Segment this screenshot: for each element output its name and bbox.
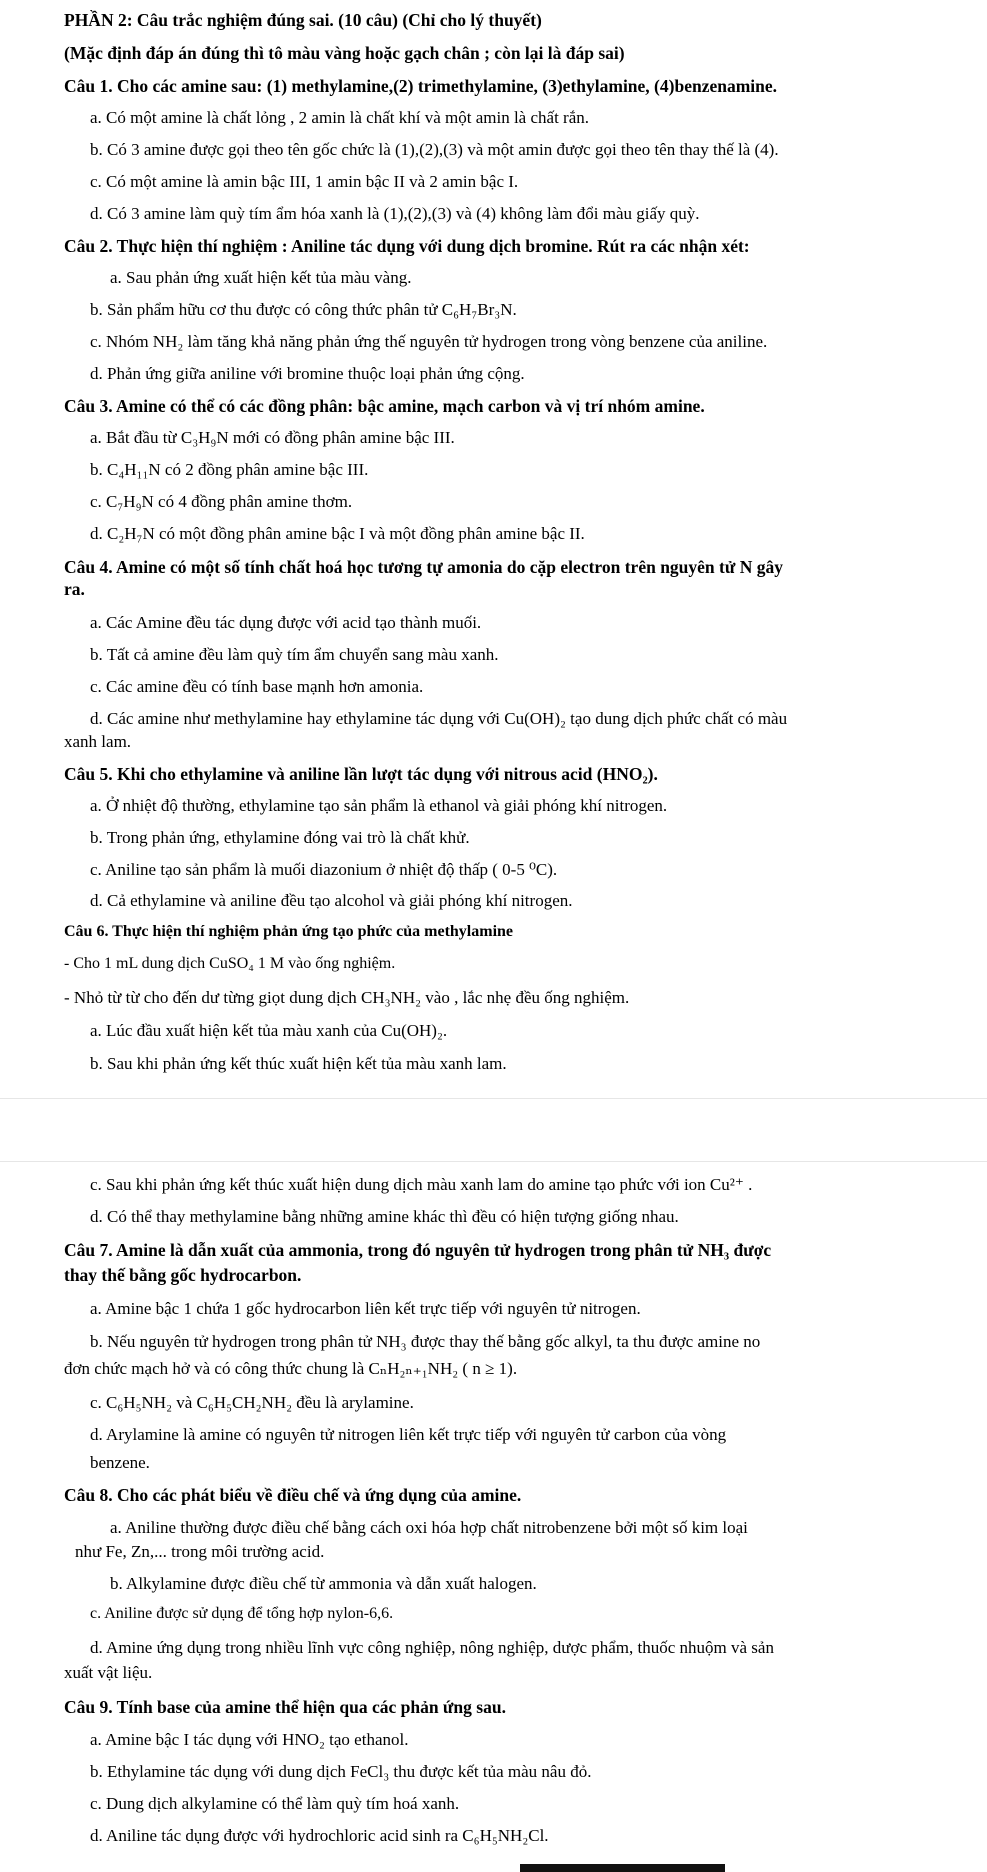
- question-2-option-a: a. Sau phản ứng xuất hiện kết tủa màu vàng.: [110, 268, 412, 287]
- question-6-option-a: a. Lúc đầu xuất hiện kết tủa màu xanh của Cu(OH)₂.: [90, 1021, 448, 1040]
- question-7-option-b-cont: đơn chức mạch hở và có công thức chung là CₙH₂ₙ₊₁NH₂ ( n ≥ 1).: [64, 1359, 518, 1378]
- question-3-title: Câu 3. Amine có thể có các đồng phân: bậc amine, mạch carbon và vị trí nhóm amine.: [64, 396, 705, 416]
- question-4-option-a: a. Các Amine đều tác dụng được với acid tạo thành muối.: [90, 613, 482, 632]
- bottom-edge-bar: [520, 1864, 725, 1872]
- question-1-title: Câu 1. Cho các amine sau: (1) methylamine,(2) trimethylamine, (3)ethylamine, (4)benzenamine.: [64, 76, 778, 96]
- question-2-option-b: b. Sản phẩm hữu cơ thu được có công thức phân tử C₆H₇Br₃N.: [90, 300, 517, 319]
- instruction: (Mặc định đáp án đúng thì tô màu vàng hoặc gạch chân ; còn lại là đáp sai): [64, 43, 625, 63]
- question-7-option-d: d. Arylamine là amine có nguyên tử nitrogen liên kết trực tiếp với nguyên tử carbon của vòng: [90, 1425, 727, 1444]
- question-2-title: Câu 2. Thực hiện thí nghiệm : Aniline tác dụng với dung dịch bromine. Rút ra các nhận xét:: [64, 236, 750, 256]
- question-8-option-d-cont: xuất vật liệu.: [64, 1663, 153, 1682]
- question-5-title: Câu 5. Khi cho ethylamine và aniline lần lượt tác dụng với nitrous acid (HNO₂).: [64, 764, 658, 784]
- question-6-step-2: - Nhỏ từ từ cho đến dư từng giọt dung dịch CH₃NH₂ vào , lắc nhẹ đều ống nghiệm.: [64, 988, 630, 1007]
- question-5-option-c: c. Aniline tạo sản phẩm là muối diazonium ở nhiệt độ thấp ( 0-5 ⁰C).: [90, 860, 558, 879]
- question-3-option-d: d. C₂H₇N có một đồng phân amine bậc I và một đồng phân amine bậc II.: [90, 524, 585, 543]
- question-7-option-a: a. Amine bậc 1 chứa 1 gốc hydrocarbon liên kết trực tiếp với nguyên tử nitrogen.: [90, 1299, 641, 1318]
- question-7-title-cont: thay thế bằng gốc hydrocarbon.: [64, 1265, 302, 1285]
- part-title: PHẦN 2: Câu trắc nghiệm đúng sai. (10 câu) (Chỉ cho lý thuyết): [64, 10, 542, 30]
- question-4-option-d: d. Các amine như methylamine hay ethylamine tác dụng với Cu(OH)₂ tạo dung dịch phức chất có màu: [90, 709, 788, 728]
- question-1-option-b: b. Có 3 amine được gọi theo tên gốc chức là (1),(2),(3) và một amin được gọi theo tên thay thế là (4).: [90, 140, 779, 159]
- question-4-title: Câu 4. Amine có một số tính chất hoá học tương tự amonia do cặp electron trên nguyên tử N gây: [64, 557, 783, 577]
- question-8-title: Câu 8. Cho các phát biểu về điều chế và ứng dụng của amine.: [64, 1485, 522, 1505]
- question-8-option-c: c. Aniline được sử dụng để tổng hợp nylon-6,6.: [90, 1605, 394, 1622]
- question-9-option-b: b. Ethylamine tác dụng với dung dịch FeCl₃ thu được kết tủa màu nâu đỏ.: [90, 1762, 592, 1781]
- question-1-option-d: d. Có 3 amine làm quỳ tím ẩm hóa xanh là (1),(2),(3) và (4) không làm đổi màu giấy quỳ.: [90, 204, 700, 223]
- question-4-option-d-cont: xanh lam.: [64, 732, 132, 751]
- question-9-option-c: c. Dung dịch alkylamine có thể làm quỳ tím hoá xanh.: [90, 1794, 460, 1813]
- question-8-option-d: d. Amine ứng dụng trong nhiều lĩnh vực công nghiệp, nông nghiệp, dược phẩm, thuốc nhuộm và sản: [90, 1638, 774, 1657]
- question-8-option-b: b. Alkylamine được điều chế từ ammonia và dẫn xuất halogen.: [110, 1574, 537, 1593]
- question-2-option-d: d. Phản ứng giữa aniline với bromine thuộc loại phản ứng cộng.: [90, 364, 525, 383]
- question-3-option-c: c. C₇H₉N có 4 đồng phân amine thơm.: [90, 492, 353, 511]
- question-6-step-1: - Cho 1 mL dung dịch CuSO₄ 1 M vào ống nghiệm.: [64, 955, 396, 972]
- question-7-title: Câu 7. Amine là dẫn xuất của ammonia, trong đó nguyên tử hydrogen trong phân tử NH₃ được: [64, 1240, 772, 1260]
- question-9-title: Câu 9. Tính base của amine thể hiện qua các phản ứng sau.: [64, 1697, 506, 1717]
- question-6-option-b: b. Sau khi phản ứng kết thúc xuất hiện kết tủa màu xanh lam.: [90, 1054, 507, 1073]
- question-8-option-a-cont: như Fe, Zn,... trong môi trường acid.: [75, 1542, 325, 1561]
- question-8-option-a: a. Aniline thường được điều chế bằng cách oxi hóa hợp chất nitrobenzene bởi một số kim loại: [110, 1518, 748, 1537]
- question-6-option-d: d. Có thể thay methylamine bằng những amine khác thì đều có hiện tượng giống nhau.: [90, 1207, 679, 1226]
- question-6-title: Câu 6. Thực hiện thí nghiệm phản ứng tạo phức của methylamine: [64, 923, 514, 940]
- question-4-option-c: c. Các amine đều có tính base mạnh hơn amonia.: [90, 677, 424, 696]
- question-1-option-c: c. Có một amine là amin bậc III, 1 amin bậc II và 2 amin bậc I.: [90, 172, 519, 191]
- question-7-option-c: c. C₆H₅NH₂ và C₆H₅CH₂NH₂ đều là arylamine.: [90, 1393, 414, 1412]
- question-5-option-a: a. Ở nhiệt độ thường, ethylamine tạo sản phẩm là ethanol và giải phóng khí nitrogen.: [90, 796, 668, 815]
- question-3-option-b: b. C₄H₁₁N có 2 đồng phân amine bậc III.: [90, 460, 369, 479]
- question-7-option-d-cont: benzene.: [90, 1453, 150, 1472]
- question-4-option-b: b. Tất cả amine đều làm quỳ tím ẩm chuyển sang màu xanh.: [90, 645, 499, 664]
- question-9-option-d: d. Aniline tác dụng được với hydrochloric acid sinh ra C₆H₅NH₂Cl.: [90, 1826, 549, 1845]
- question-1-option-a: a. Có một amine là chất lỏng , 2 amin là chất khí và một amin là chất rắn.: [90, 108, 589, 127]
- question-2-option-c: c. Nhóm NH₂ làm tăng khả năng phản ứng thế nguyên tử hydrogen trong vòng benzene của aniline.: [90, 332, 768, 351]
- question-9-option-a: a. Amine bậc I tác dụng với HNO₂ tạo ethanol.: [90, 1730, 409, 1749]
- question-7-option-b: b. Nếu nguyên tử hydrogen trong phân tử NH₃ được thay thế bằng gốc alkyl, ta thu được amine no: [90, 1332, 761, 1351]
- question-6-option-c: c. Sau khi phản ứng kết thúc xuất hiện dung dịch màu xanh lam do amine tạo phức với ion Cu²⁺ .: [90, 1175, 753, 1194]
- question-5-option-d: d. Cả ethylamine và aniline đều tạo alcohol và giải phóng khí nitrogen.: [90, 891, 573, 910]
- question-5-option-b: b. Trong phản ứng, ethylamine đóng vai trò là chất khử.: [90, 828, 470, 847]
- page-break: [0, 1098, 987, 1162]
- question-4-title-cont: ra.: [64, 579, 85, 599]
- question-3-option-a: a. Bắt đầu từ C₃H₉N mới có đồng phân amine bậc III.: [90, 428, 455, 447]
